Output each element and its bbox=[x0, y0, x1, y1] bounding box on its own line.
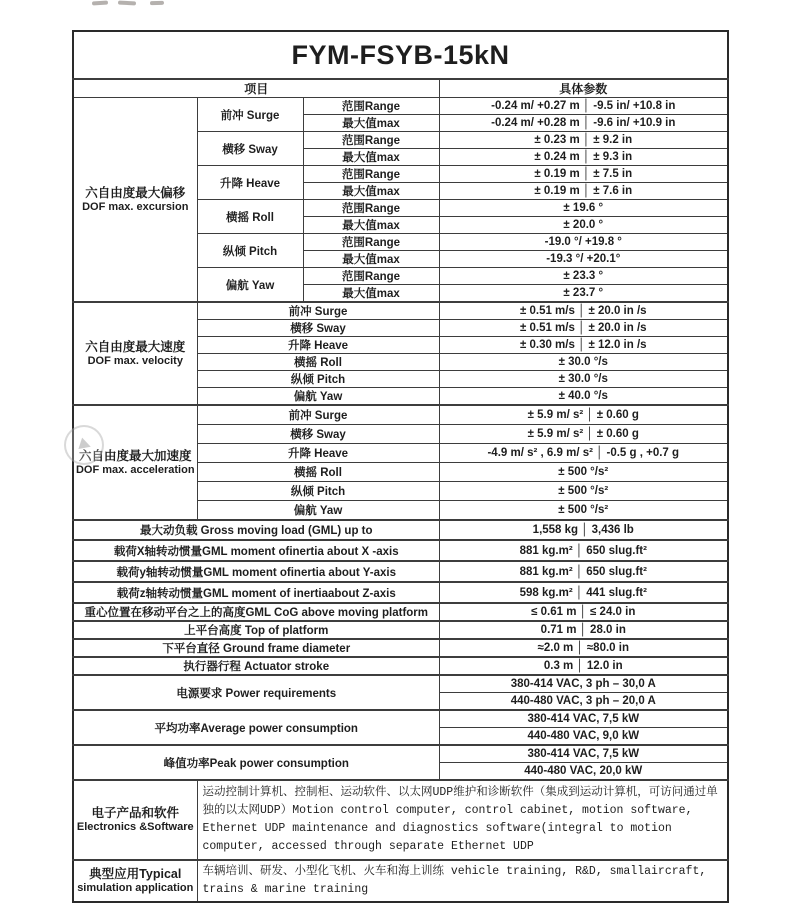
axis-cell: 升降 Heave bbox=[197, 337, 439, 354]
axis-cell: 升降 Heave bbox=[197, 166, 303, 200]
range-label-cell: 范围Range bbox=[303, 132, 439, 149]
axis-cell: 横移 Sway bbox=[197, 425, 439, 444]
row-label-cell: 载荷y轴转动惯量GML moment ofinertia about Y-axis bbox=[73, 561, 439, 582]
section-label-en: simulation application bbox=[77, 882, 194, 894]
value-cell: ± 0.24 m │ ± 9.3 in bbox=[439, 149, 728, 166]
value-cell: 881 kg.m² │ 650 slug.ft² bbox=[439, 561, 728, 582]
row-label-cell: 峰值功率Peak power consumption bbox=[73, 745, 439, 780]
axis-cell: 前冲 Surge bbox=[197, 98, 303, 132]
value-cell: 598 kg.m² │ 441 slug.ft² bbox=[439, 582, 728, 603]
axis-cell: 横移 Sway bbox=[197, 320, 439, 337]
section-label-en: DOF max. velocity bbox=[87, 354, 183, 367]
range-label-cell: 范围Range bbox=[303, 166, 439, 183]
value-cell: ± 23.7 ° bbox=[439, 285, 728, 303]
value-cell: -19.3 °/ +20.1° bbox=[439, 251, 728, 268]
row-label-cell: 上平台高度 Top of platform bbox=[73, 621, 439, 639]
product-title: FYM-FSYB-15kN bbox=[73, 31, 728, 79]
power-value-cell: 440-480 VAC, 3 ph – 20,0 A bbox=[439, 693, 728, 711]
excursion-row bbox=[73, 98, 728, 115]
value-cell: -19.0 °/ +19.8 ° bbox=[439, 234, 728, 251]
section-label-en: Electronics &Software bbox=[76, 821, 194, 833]
value-cell: ± 0.19 m │ ± 7.6 in bbox=[439, 183, 728, 200]
power-value-cell: 440-480 VAC, 9,0 kW bbox=[439, 728, 728, 746]
axis-cell: 横摇 Roll bbox=[197, 200, 303, 234]
max-label-cell: 最大值max bbox=[303, 217, 439, 234]
value-cell: 0.71 m │ 28.0 in bbox=[439, 621, 728, 639]
spec-row bbox=[73, 621, 728, 639]
range-label-cell: 范围Range bbox=[303, 234, 439, 251]
value-cell: ± 23.3 ° bbox=[439, 268, 728, 285]
spec-row bbox=[73, 639, 728, 657]
spec-row bbox=[73, 520, 728, 540]
row-label-cell: 平均功率Average power consumption bbox=[73, 710, 439, 745]
value-cell: -4.9 m/ s² , 6.9 m/ s² │ -0.5 g , +0.7 g bbox=[439, 444, 728, 463]
value-cell: ± 30.0 °/s bbox=[439, 371, 728, 388]
value-cell: ± 5.9 m/ s² │ ± 0.60 g bbox=[439, 425, 728, 444]
spec-row bbox=[73, 582, 728, 603]
value-cell: ± 0.51 m/s │ ± 20.0 in /s bbox=[439, 302, 728, 320]
cropped-handwriting-fragment bbox=[118, 1, 136, 6]
electronics-label bbox=[73, 780, 197, 860]
section-label-zh: 六自由度最大偏移 bbox=[85, 185, 186, 200]
axis-cell: 偏航 Yaw bbox=[197, 501, 439, 521]
section-label-zh: 六自由度最大加速度 bbox=[78, 448, 192, 463]
value-cell: ≤ 0.61 m │ ≤ 24.0 in bbox=[439, 603, 728, 621]
value-cell: 1,558 kg │ 3,436 lb bbox=[439, 520, 728, 540]
title-row bbox=[73, 31, 728, 79]
power-row bbox=[73, 745, 728, 763]
acceleration-section-label bbox=[73, 405, 197, 520]
axis-cell: 纵倾 Pitch bbox=[197, 371, 439, 388]
column-header-params: 具体参数 bbox=[439, 79, 728, 98]
power-value-cell: 380-414 VAC, 7,5 kW bbox=[439, 710, 728, 728]
row-label-cell: 重心位置在移动平台之上的高度GML CoG above moving platform bbox=[73, 603, 439, 621]
max-label-cell: 最大值max bbox=[303, 183, 439, 200]
value-cell: -0.24 m/ +0.28 m │ -9.6 in/ +10.9 in bbox=[439, 115, 728, 132]
max-label-cell: 最大值max bbox=[303, 285, 439, 303]
row-label-cell: 下平台直径 Ground frame diameter bbox=[73, 639, 439, 657]
row-label-cell: 执行器行程 Actuator stroke bbox=[73, 657, 439, 675]
power-value-cell: 440-480 VAC, 20,0 kW bbox=[439, 763, 728, 781]
value-cell: ± 20.0 ° bbox=[439, 217, 728, 234]
axis-cell: 升降 Heave bbox=[197, 444, 439, 463]
cropped-handwriting-fragment bbox=[92, 0, 108, 5]
value-cell: ± 30.0 °/s bbox=[439, 354, 728, 371]
axis-cell: 纵倾 Pitch bbox=[197, 234, 303, 268]
value-cell: -0.24 m/ +0.27 m │ -9.5 in/ +10.8 in bbox=[439, 98, 728, 115]
row-label-cell: 载荷z轴转动惯量GML moment of inertiaabout Z-axis bbox=[73, 582, 439, 603]
section-label-zh: 典型应用Typical bbox=[89, 867, 182, 881]
axis-cell: 偏航 Yaw bbox=[197, 268, 303, 303]
value-cell: 0.3 m │ 12.0 in bbox=[439, 657, 728, 675]
max-label-cell: 最大值max bbox=[303, 149, 439, 166]
spec-row bbox=[73, 603, 728, 621]
max-label-cell: 最大值max bbox=[303, 115, 439, 132]
value-cell: 881 kg.m² │ 650 slug.ft² bbox=[439, 540, 728, 561]
electronics-row bbox=[73, 780, 728, 860]
column-header-row bbox=[73, 79, 728, 98]
axis-cell: 前冲 Surge bbox=[197, 302, 439, 320]
application-row bbox=[73, 860, 728, 902]
power-value-cell: 380-414 VAC, 7,5 kW bbox=[439, 745, 728, 763]
value-cell: ± 500 °/s² bbox=[439, 482, 728, 501]
spec-row bbox=[73, 561, 728, 582]
power-row bbox=[73, 675, 728, 693]
section-label-zh: 电子产品和软件 bbox=[91, 806, 179, 820]
value-cell: ± 5.9 m/ s² │ ± 0.60 g bbox=[439, 405, 728, 425]
spec-row bbox=[73, 657, 728, 675]
cropped-handwriting-fragment bbox=[150, 1, 164, 5]
value-cell: ± 19.6 ° bbox=[439, 200, 728, 217]
velocity-row bbox=[73, 302, 728, 320]
acceleration-row bbox=[73, 405, 728, 425]
power-value-cell: 380-414 VAC, 3 ph – 30,0 A bbox=[439, 675, 728, 693]
section-label-en: DOF max. excursion bbox=[82, 200, 189, 213]
row-label-cell: 最大动负载 Gross moving load (GML) up to bbox=[73, 520, 439, 540]
section-label-zh: 六自由度最大速度 bbox=[85, 339, 186, 354]
application-content: 车辆培训、研发、小型化飞机、火车和海上训练 vehicle training, R&D, smallaircraft, trains & marine training bbox=[197, 860, 728, 902]
value-cell: ± 500 °/s² bbox=[439, 501, 728, 521]
excursion-section-label bbox=[73, 98, 197, 303]
max-label-cell: 最大值max bbox=[303, 251, 439, 268]
axis-cell: 纵倾 Pitch bbox=[197, 482, 439, 501]
spec-row bbox=[73, 540, 728, 561]
row-label-cell: 载荷X轴转动惯量GML moment ofinertia about X -axis bbox=[73, 540, 439, 561]
axis-cell: 前冲 Surge bbox=[197, 405, 439, 425]
value-cell: ± 0.51 m/s │ ± 20.0 in /s bbox=[439, 320, 728, 337]
spec-table bbox=[72, 30, 729, 903]
value-cell: ± 0.19 m │ ± 7.5 in bbox=[439, 166, 728, 183]
axis-cell: 横移 Sway bbox=[197, 132, 303, 166]
power-row bbox=[73, 710, 728, 728]
axis-cell: 横摇 Roll bbox=[197, 354, 439, 371]
application-label bbox=[73, 860, 197, 902]
section-label-en: DOF max. acceleration bbox=[75, 463, 195, 476]
range-label-cell: 范围Range bbox=[303, 200, 439, 217]
range-label-cell: 范围Range bbox=[303, 98, 439, 115]
axis-cell: 横摇 Roll bbox=[197, 463, 439, 482]
electronics-content: 运动控制计算机、控制柜、运动软件、以太网UDP维护和诊断软件（集成到运动计算机，可访问通过单独的以太网UDP）Motion control computer, control cabinet, motion software, Ethernet UDP maintenance and diagnostics software(integral to motion computer, accessed through separate Ethernet UDP bbox=[197, 780, 728, 860]
axis-cell: 偏航 Yaw bbox=[197, 388, 439, 406]
range-label-cell: 范围Range bbox=[303, 268, 439, 285]
column-header-item: 项目 bbox=[73, 79, 439, 98]
value-cell: ± 0.30 m/s │ ± 12.0 in /s bbox=[439, 337, 728, 354]
row-label-cell: 电源要求 Power requirements bbox=[73, 675, 439, 710]
value-cell: ± 0.23 m │ ± 9.2 in bbox=[439, 132, 728, 149]
velocity-section-label bbox=[73, 302, 197, 405]
value-cell: ± 500 °/s² bbox=[439, 463, 728, 482]
value-cell: ± 40.0 °/s bbox=[439, 388, 728, 406]
value-cell: ≈2.0 m │ ≈80.0 in bbox=[439, 639, 728, 657]
